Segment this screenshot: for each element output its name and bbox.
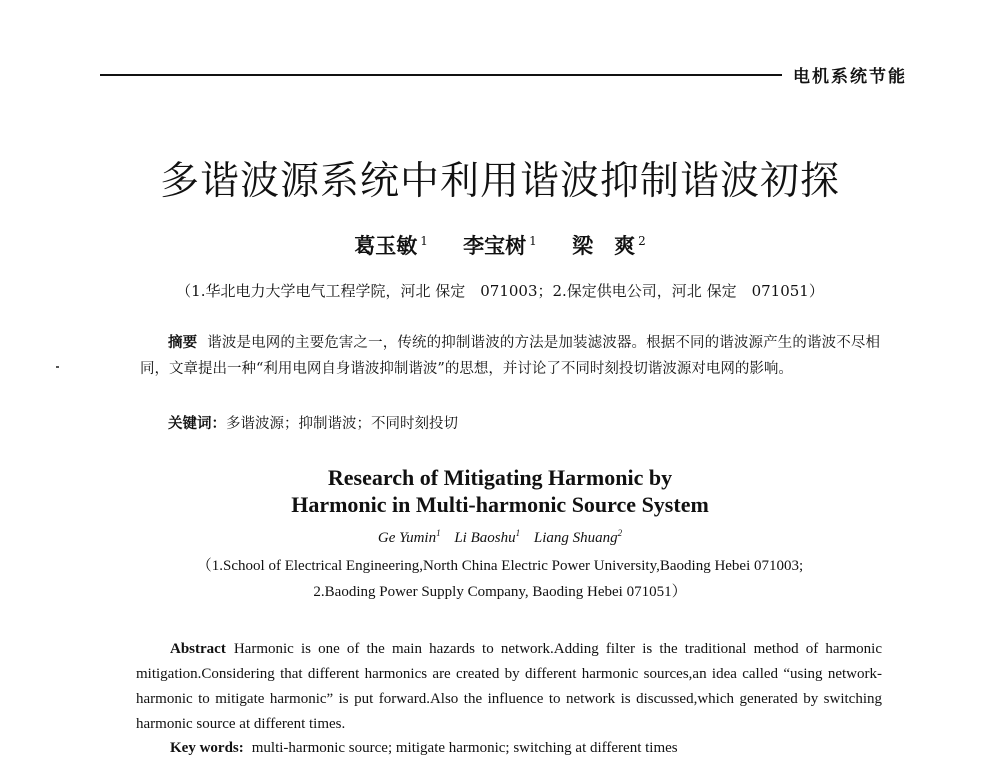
author-cn-name: 李宝树 xyxy=(463,233,527,258)
author-cn-name: 葛玉敏 xyxy=(354,233,418,258)
keywords-en-label: Key words: xyxy=(170,740,244,756)
title-en xyxy=(0,464,1000,518)
author-en-3 xyxy=(534,530,622,546)
authors-cn xyxy=(0,230,1000,260)
author-cn-affil: 2 xyxy=(638,234,646,248)
author-cn-affil: 1 xyxy=(420,234,428,248)
authors-en xyxy=(0,528,1000,547)
author-cn-1 xyxy=(354,233,428,258)
author-en-name: Liang Shuang xyxy=(533,530,618,546)
affiliation-cn: （1.华北电力大学电气工程学院，河北 保定 071003；2.保定供电公司，河北 保定 071051） xyxy=(176,282,824,300)
header-rule xyxy=(100,74,782,76)
abstract-cn-text: 谐波是电网的主要危害之一，传统的抑制谐波的方法是加装滤波器。根据不同的谐波源产生的谐波不尽相同，文章提出一种“利用电网自身谐波抑制谐波”的思想，并讨论了不同时刻投切谐波源对电网的影响。 xyxy=(140,335,881,377)
author-en-affil: 1 xyxy=(436,528,441,538)
author-cn-2 xyxy=(463,233,537,258)
author-cn-name: 梁 爽 xyxy=(572,233,636,258)
author-en-affil: 2 xyxy=(617,528,623,538)
abstract-en-label: Abstract xyxy=(170,641,226,657)
title-en-line1: Research of Mitigating Harmonic by xyxy=(327,465,673,490)
author-cn-3 xyxy=(572,233,646,258)
section-label: 电机系统节能 xyxy=(793,67,907,87)
keywords-en xyxy=(170,740,678,757)
affiliation-en xyxy=(0,553,1000,605)
author-en-2 xyxy=(454,530,520,546)
affiliation-en-line2: 2.Baoding Power Supply Company, Baoding Hebei 071051） xyxy=(313,584,687,600)
abstract-en xyxy=(136,637,882,737)
author-en-name: Li Baoshu xyxy=(454,530,516,546)
title-en-line2: Harmonic in Multi-harmonic Source System xyxy=(291,492,709,517)
author-en-1 xyxy=(378,530,441,546)
affiliation-en-line1: （1.School of Electrical Engineering,North China Electric Power University,Baoding Hebei 071003; xyxy=(196,558,804,574)
author-en-name: Ge Yumin xyxy=(377,530,437,546)
author-en-affil: 1 xyxy=(515,528,521,538)
keywords-cn xyxy=(168,412,458,433)
keywords-cn-label: 关键词： xyxy=(168,415,226,432)
abstract-en-text: Harmonic is one of the main hazards to network.Adding filter is the traditional method of harmonic mitigation.Considering that different harmonics are created by different harmonic sources,an idea called “using network-harmonic to mitigate harmonic” is put forward.Also the influence to network is discussed,which generated by switching harmonic source at different times. xyxy=(136,641,882,732)
keywords-en-text: multi-harmonic source; mitigate harmonic; switching at different times xyxy=(251,740,678,756)
margin-mark xyxy=(56,366,59,368)
abstract-cn-label: 摘要 xyxy=(168,334,198,351)
abstract-cn xyxy=(140,330,880,382)
title-cn: 多谐波源系统中利用谐波抑制谐波初探 xyxy=(159,159,840,204)
author-cn-affil: 1 xyxy=(529,234,537,248)
keywords-cn-text: 多谐波源；抑制谐波；不同时刻投切 xyxy=(226,416,458,432)
